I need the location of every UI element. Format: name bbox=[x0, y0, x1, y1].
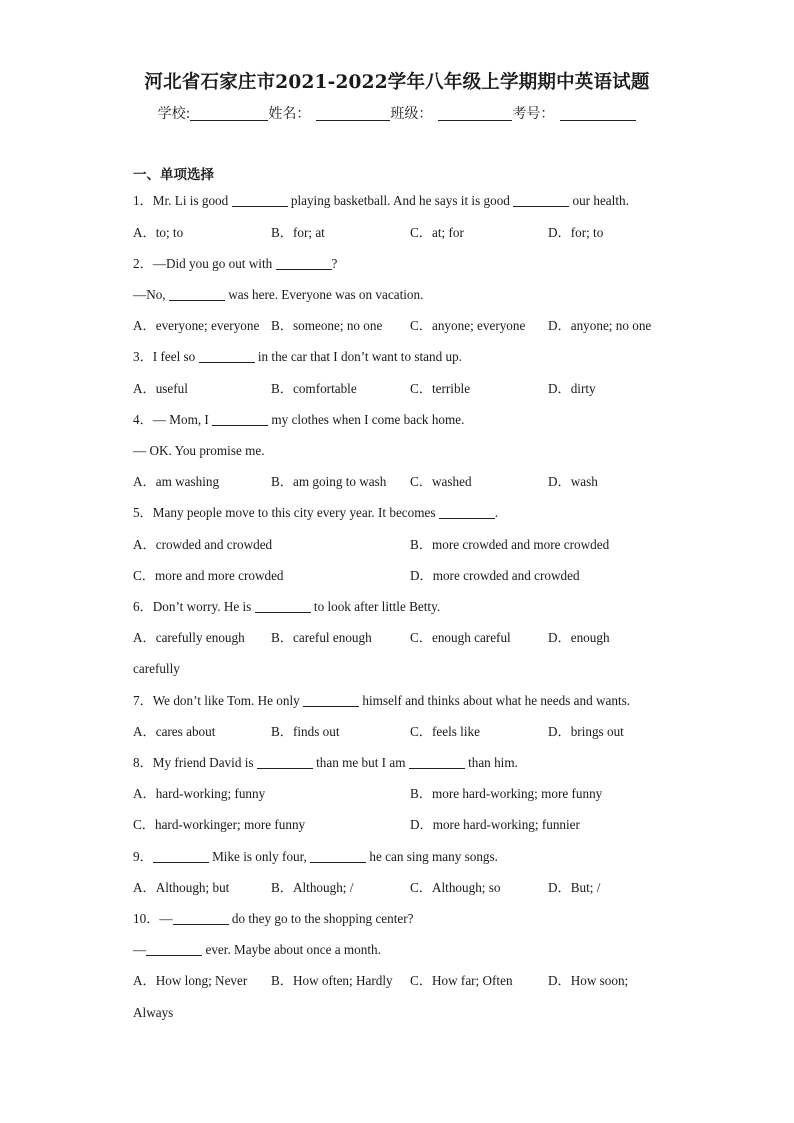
q1-blank-2[interactable] bbox=[513, 194, 569, 207]
q10-option-c[interactable]: C．How far; Often bbox=[410, 973, 513, 988]
q3-option-d[interactable]: D．dirty bbox=[548, 381, 596, 396]
q5-option-d[interactable]: D．more crowded and crowded bbox=[410, 568, 580, 583]
section-heading: 一、单项选择 bbox=[133, 167, 214, 183]
q8-option-b[interactable]: B．more hard-working; more funny bbox=[410, 786, 603, 801]
q3-option-c[interactable]: C．terrible bbox=[410, 381, 471, 396]
question-5 bbox=[133, 505, 498, 521]
q5-option-c[interactable]: C．more and more crowded bbox=[133, 568, 284, 583]
q10-option-b[interactable]: B．How often; Hardly bbox=[271, 973, 393, 988]
q4-option-c[interactable]: C．washed bbox=[410, 474, 472, 489]
q4-text-a: 4．— Mom, I bbox=[133, 412, 213, 427]
q6-text-a: 6．Don’t worry. He is bbox=[133, 599, 255, 614]
q10-option-a[interactable]: A．How long; Never bbox=[133, 973, 248, 988]
q1-text-b: playing basketball. And he says it is good bbox=[287, 193, 514, 208]
q9-text-b: Mike is only four, bbox=[208, 849, 311, 864]
question-7 bbox=[133, 693, 630, 709]
q2-text-d: was here. Everyone was on vacation. bbox=[224, 287, 424, 302]
q10-text-c: — bbox=[133, 942, 147, 957]
q9-text-a: 9． bbox=[133, 849, 153, 864]
question-4 bbox=[133, 412, 464, 428]
school-blank[interactable] bbox=[190, 106, 268, 121]
name-label: 姓名： bbox=[268, 106, 311, 122]
q4-blank-1[interactable] bbox=[212, 413, 268, 426]
question-2-reply bbox=[133, 287, 423, 303]
q8-text-a: 8．My friend David is bbox=[133, 755, 257, 770]
q1-blank-1[interactable] bbox=[232, 194, 288, 207]
class-label: 班级： bbox=[390, 106, 433, 122]
q8-blank-1[interactable] bbox=[257, 756, 313, 769]
q10-blank-1[interactable] bbox=[173, 912, 229, 925]
q8-text-b: than me but I am bbox=[312, 755, 409, 770]
q9-option-d[interactable]: D．But; / bbox=[548, 880, 601, 895]
q2-option-a[interactable]: A．everyone; everyone bbox=[133, 318, 260, 333]
q3-text-b: in the car that I don’t want to stand up. bbox=[254, 349, 462, 364]
q7-option-d[interactable]: D．brings out bbox=[548, 724, 624, 739]
q1-option-a[interactable]: A．to; to bbox=[133, 225, 184, 240]
q4-option-b[interactable]: B．am going to wash bbox=[271, 474, 387, 489]
q7-option-b[interactable]: B．finds out bbox=[271, 724, 340, 739]
q6-option-c[interactable]: C．enough careful bbox=[410, 630, 511, 645]
q10-text-b: do they go to the shopping center? bbox=[228, 911, 414, 926]
q4-text-b: my clothes when I come back home. bbox=[268, 412, 465, 427]
q7-text-b: himself and thinks about what he needs and wants. bbox=[359, 693, 631, 708]
q4-option-a[interactable]: A．am washing bbox=[133, 474, 220, 489]
q9-option-c[interactable]: C．Although; so bbox=[410, 880, 501, 895]
q10-option-d-wrap[interactable]: Always bbox=[133, 1005, 174, 1020]
q9-blank-2[interactable] bbox=[310, 850, 366, 863]
question-10 bbox=[133, 911, 414, 927]
q2-blank-1[interactable] bbox=[276, 257, 332, 270]
school-label: 学校: bbox=[157, 106, 191, 122]
question-9 bbox=[133, 849, 498, 865]
q7-option-c[interactable]: C．feels like bbox=[410, 724, 480, 739]
q6-option-d-wrap[interactable]: carefully bbox=[133, 661, 180, 676]
q9-option-b[interactable]: B．Although; / bbox=[271, 880, 354, 895]
q2-text-c: —No, bbox=[133, 287, 169, 302]
question-10-reply bbox=[133, 942, 381, 958]
q8-option-a[interactable]: A．hard-working; funny bbox=[133, 786, 266, 801]
q5-option-b[interactable]: B．more crowded and more crowded bbox=[410, 537, 610, 552]
q1-text-a: 1．Mr. Li is good bbox=[133, 193, 232, 208]
q9-option-a[interactable]: A．Although; but bbox=[133, 880, 230, 895]
name-blank[interactable] bbox=[316, 106, 390, 121]
q6-text-b: to look after little Betty. bbox=[310, 599, 441, 614]
q2-text-b: ? bbox=[331, 256, 338, 271]
q8-text-c: than him. bbox=[464, 755, 518, 770]
q1-option-d[interactable]: D．for; to bbox=[548, 225, 604, 240]
q5-text-a: 5．Many people move to this city every year. It becomes bbox=[133, 505, 439, 520]
q3-text-a: 3．I feel so bbox=[133, 349, 199, 364]
q6-option-d[interactable]: D．enough bbox=[548, 630, 610, 645]
q9-text-c: he can sing many songs. bbox=[366, 849, 498, 864]
q10-text-a: 10．— bbox=[133, 911, 173, 926]
q3-option-b[interactable]: B．comfortable bbox=[271, 381, 357, 396]
q10-blank-2[interactable] bbox=[146, 943, 202, 956]
q1-option-c[interactable]: C．at; for bbox=[410, 225, 464, 240]
q2-option-c[interactable]: C．anyone; everyone bbox=[410, 318, 526, 333]
q2-option-b[interactable]: B．someone; no one bbox=[271, 318, 383, 333]
q10-text-d: ever. Maybe about once a month. bbox=[202, 942, 381, 957]
q3-blank-1[interactable] bbox=[199, 350, 255, 363]
q1-text-c: our health. bbox=[569, 193, 629, 208]
question-2 bbox=[133, 256, 337, 272]
q2-option-d[interactable]: D．anyone; no one bbox=[548, 318, 652, 333]
q2-text-a: 2．—Did you go out with bbox=[133, 256, 276, 271]
question-8 bbox=[133, 755, 518, 771]
q6-option-b[interactable]: B．careful enough bbox=[271, 630, 372, 645]
q5-text-b: . bbox=[494, 505, 499, 520]
q7-blank-1[interactable] bbox=[303, 694, 359, 707]
q6-option-a[interactable]: A．carefully enough bbox=[133, 630, 245, 645]
question-6 bbox=[133, 599, 440, 615]
question-4-reply: — OK. You promise me. bbox=[133, 443, 265, 458]
q8-option-c[interactable]: C．hard-workinger; more funny bbox=[133, 817, 306, 832]
q1-option-b[interactable]: B．for; at bbox=[271, 225, 325, 240]
q8-blank-2[interactable] bbox=[409, 756, 465, 769]
student-info-line bbox=[0, 103, 794, 123]
q5-option-a[interactable]: A．crowded and crowded bbox=[133, 537, 273, 552]
exam-no-blank[interactable] bbox=[560, 106, 636, 121]
q7-text-a: 7．We don’t like Tom. He only bbox=[133, 693, 304, 708]
q2-blank-2[interactable] bbox=[169, 288, 225, 301]
q5-blank-1[interactable] bbox=[439, 506, 495, 519]
question-1 bbox=[133, 193, 629, 209]
q8-option-d[interactable]: D．more hard-working; funnier bbox=[410, 817, 580, 832]
exam-no-label: 考号： bbox=[512, 106, 555, 122]
exam-title: 河北省石家庄市2021-2022学年八年级上学期期中英语试题 bbox=[144, 72, 650, 93]
q10-option-d[interactable]: D．How soon; bbox=[548, 973, 629, 988]
q4-option-d[interactable]: D．wash bbox=[548, 474, 598, 489]
q3-option-a[interactable]: A．useful bbox=[133, 381, 188, 396]
q7-option-a[interactable]: A．cares about bbox=[133, 724, 216, 739]
question-3 bbox=[133, 349, 462, 365]
class-blank[interactable] bbox=[438, 106, 512, 121]
q6-blank-1[interactable] bbox=[255, 600, 311, 613]
q9-blank-1[interactable] bbox=[153, 850, 209, 863]
